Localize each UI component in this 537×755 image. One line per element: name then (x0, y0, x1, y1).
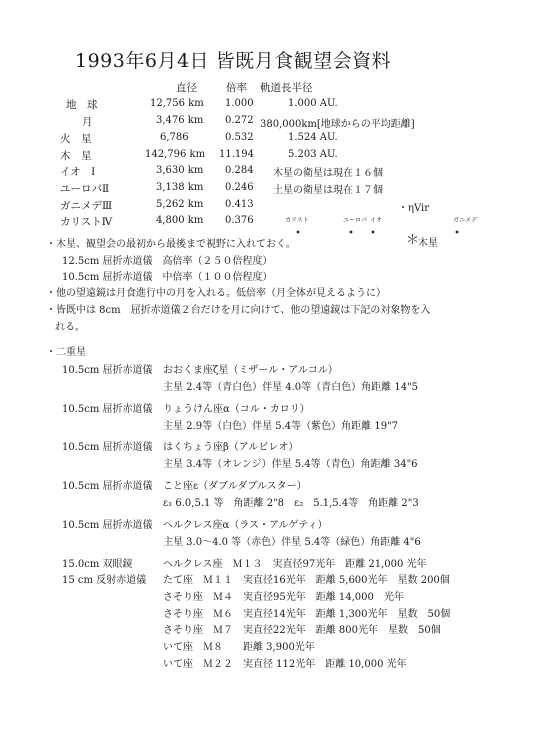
row-orbit: 1.524 AU. (288, 132, 338, 143)
note-other-telescopes: ・他の望遠鏡は月食進行中の月を入れる。低倍率（月全体が見えるように） (46, 288, 386, 299)
cluster-row: いて座 Ｍ８ 距離 3,900光年 (163, 642, 315, 653)
row-diameter: 6,786 (160, 132, 189, 143)
target-detail: 主星 2.4等（青白色）伴星 4.0等（青白色）角距離 14"5 (163, 382, 419, 393)
target: おおくま座ζ星（ミザール・アルコル） (163, 365, 338, 376)
moon-dot-ganymede (456, 231, 459, 234)
instrument: 15.0cm 双眼鏡 (62, 559, 133, 570)
target: ヘルクレス座α（ラス・アルゲティ） (163, 520, 328, 531)
row-diameter: 5,262 km (156, 199, 204, 210)
target-detail: ε₁ 6.0,5.1 等 角距離 2"8 ε₂ 5.1,5.4等 角距離 2"3 (163, 498, 419, 509)
row-ratio: 11.194 (219, 149, 254, 160)
instrument: 10.5cm 屈折赤道儀 (62, 365, 153, 376)
header-diameter: 直径 (176, 82, 197, 94)
target: こと座ε（ダブルダブルスター） (163, 481, 307, 492)
note-jupiter: ・木星、観望会の最初から最後まで視野に入れておく。 (46, 239, 296, 250)
row-ratio: 0.532 (225, 132, 254, 143)
target: りょうけん座α（コル・カロリ） (163, 404, 310, 415)
instrument: 15 cm 反射赤道儀 (62, 575, 147, 586)
row-name: イオ Ⅰ (60, 166, 96, 178)
note-telescope-high: 12.5cm 屈折赤道儀 高倍率（２５０倍程度） (62, 256, 273, 267)
moon-label-callisto: カリスト (285, 217, 309, 224)
instrument: 10.5cm 屈折赤道儀 (62, 481, 153, 492)
row-diameter: 4,800 km (156, 215, 204, 226)
row-diameter: 3,630 km (156, 165, 204, 176)
row-name: 火 星 (60, 133, 92, 145)
target-detail: 主星 3.4等（オレンジ）伴星 5.4等（青色）角距離 34"6 (163, 459, 418, 470)
cluster-row: さそり座 Ｍ７ 実直径22光年 距離 800光年 星数 50個 (163, 625, 441, 636)
header-ratio: 倍率 (226, 82, 247, 94)
row-orbit: 1.000 AU. (288, 98, 338, 109)
row-orbit: 380,000km[地球からの平均距離] (260, 119, 415, 130)
row-name: ユーロパⅡ (60, 183, 110, 195)
cluster-row: いて座 Ｍ２２ 実直径 112光年 距離 10,000 光年 (163, 659, 407, 670)
instrument: 10.5cm 屈折赤道儀 (62, 520, 153, 531)
row-orbit: 5.203 AU. (288, 149, 338, 160)
row-name: ガニメデⅢ (60, 200, 113, 212)
row-orbit: ・ηVir (398, 203, 430, 214)
moon-label-ganymede: ガニメデ (453, 217, 478, 224)
row-ratio: 0.246 (225, 182, 254, 193)
row-ratio: 0.413 (225, 199, 254, 210)
row-diameter: 12,756 km (150, 98, 204, 109)
note-telescope-mid: 10.5cm 屈折赤道儀 中倍率（１００倍程度） (62, 272, 273, 283)
cluster-row: たて座 Ｍ１１ 実直径16光年 距離 5,600光年 星数 200個 (163, 575, 450, 586)
document-title: 1993年6月4日 皆既月食観望会資料 (75, 50, 392, 72)
instrument: 10.5cm 屈折赤道儀 (62, 442, 153, 453)
moon-dot-io (372, 231, 375, 234)
moon-dot-callisto (297, 231, 300, 234)
note-totality-line2: れる。 (55, 322, 85, 333)
row-ratio: 0.376 (225, 215, 254, 226)
target-detail: 主星 3.0～4.0 等（赤色）伴星 5.4等（緑色）角距離 4"6 (163, 537, 421, 548)
cluster-row: ヘルクレス座 Ｍ１３ 実直径97光年 距離 21,000 光年 (163, 559, 427, 570)
row-name: 木 星 (60, 150, 92, 162)
section-title: ・二重星 (46, 347, 86, 358)
target: はくちょう座β（アルビレオ） (163, 442, 299, 453)
planet-label: 木星 (418, 238, 438, 249)
row-diameter: 3,138 km (156, 182, 204, 193)
row-ratio: 1.000 (225, 98, 254, 109)
note-totality-line1: ・皆既中は 8cm 屈折赤道儀２台だけを月に向けて、他の望遠鏡は下記の対象物を入 (46, 305, 431, 316)
row-diameter: 3,476 km (156, 115, 204, 126)
cluster-row: さそり座 Ｍ４ 実直径95光年 距離 14,000 光年 (163, 592, 404, 603)
row-name: 月 (82, 116, 93, 128)
row-diameter: 142,796 km (145, 149, 206, 160)
moon-dots (280, 220, 480, 250)
row-ratio: 0.272 (225, 115, 254, 126)
row-ratio: 0.284 (225, 165, 254, 176)
moon-label-europa: ユーロパ (343, 217, 368, 224)
moon-label-io: イオ (370, 217, 382, 224)
row-orbit: 木星の衛星は現在１６個 (273, 168, 383, 179)
moon-dot-europa (350, 231, 353, 234)
row-name: 地 球 (66, 99, 98, 111)
instrument: 10.5cm 屈折赤道儀 (62, 404, 153, 415)
cluster-row: さそり座 Ｍ６ 実直径14光年 距離 1,300光年 星数 50個 (163, 609, 451, 620)
row-name: カリストⅣ (60, 216, 113, 228)
header-orbit: 軌道長半径 (260, 82, 313, 94)
target-detail: 主星 2.9等（白色）伴星 5.4等（紫色）角距離 19"7 (163, 421, 399, 432)
asterisk-icon: ＊ (406, 233, 420, 248)
row-orbit: 土星の衛星は現在１７個 (273, 185, 383, 196)
